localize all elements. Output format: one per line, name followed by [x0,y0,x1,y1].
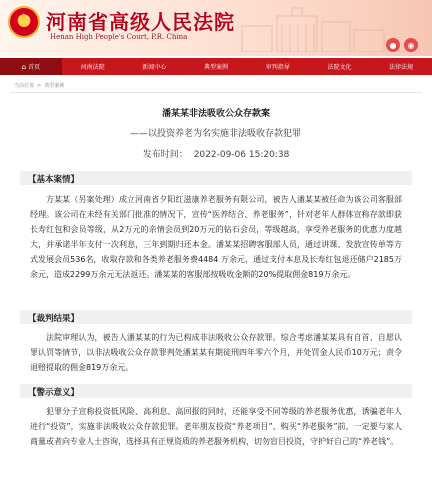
section-heading-basic-facts: 【基本案情】 [28,175,80,185]
court-building-skyline [232,6,392,52]
article-title: 潘某某非法吸收公众存款案 [161,109,270,119]
nav-item-typical-cases[interactable]: 典型案例 [204,64,229,71]
nav-item-home[interactable]: ⌂ 首页 [0,58,62,75]
divider [10,92,422,93]
section-body-basic-facts: 方某某（另案处理）成立河南省夕阳红滋康养老服务有限公司，被告人潘某某被任命为该公司客服部经理。该公司在未经有关部门批准的情况下，宣传“医养结合、养老服务”，针对老年人群体宣称存款即获长寿红包和会员等级，从2万元的亲情会员到20万元的钻石会员，等级越高，享受养老服务的优惠力度越大，并承诺半年支付一次利息，三年到期归还本金。潘某某招聘客服部人员，通过讲课、发放宣传单等方式发展会员536名，收取存款和各类养老服务费4484 万余元，通过支付本息及长寿红包退还储户2185万余元，造成2299万余元无法返还。潘某某的客服部按吸收金额的20%提取佣金819万余元。 [30,195,402,279]
nav-item-henan-courts[interactable]: 河南法院 [80,64,105,71]
wechat-icon[interactable]: ● [386,38,400,52]
article-subtitle: ——以投资养老为名实施非法吸收存款犯罪 [130,129,302,139]
section-body-verdict: 法院审理认为，被告人潘某某的行为已构成非法吸收公众存款罪。综合考虑潘某某具有自首、自愿认罪认罚等情节，以非法吸收公众存款罪判处潘某某有期徒刑四年零六个月，并处罚金人民币10万元；责令退赔提取的佣金819万余元。 [30,333,402,372]
site-title[interactable]: 河南省高级人民法院 [46,10,235,34]
nav-item-court-culture[interactable]: 法院文化 [327,64,352,71]
main-nav [0,58,432,75]
weibo-icon[interactable]: ◉ [404,38,418,52]
home-icon: ⌂ [21,62,27,71]
breadcrumb-current-location: 当前位置 [14,83,35,89]
publish-time [0,147,432,160]
publish-time-value: 2022-09-06 15:20:38 [193,150,290,160]
nav-item-news-center[interactable]: 新闻中心 [142,64,167,71]
nav-item-trial-guidance[interactable]: 审判指导 [265,64,290,71]
breadcrumb [14,82,64,89]
site-subtitle: Henan High People's Court, P.R. China [50,33,188,41]
section-heading-verdict: 【裁判结果】 [28,314,80,324]
breadcrumb-separator: > [37,83,42,89]
breadcrumb-typical-cases[interactable]: 典型案例 [44,83,65,89]
publish-time-label: 发布时间： [142,150,188,160]
section-body-warning: 犯罪分子宣称投资低风险、高利息、高回报的同时，还能享受不同等级的养老服务优惠，诱骗老年人进行“投资”，实施非法吸收公众存款犯罪。老年朋友投资“养老项目”、购买“养老服务”前，一定要与家人商量或者向专业人士咨询，选择具有正规资质的养老服务机构，切勿盲目投资，守护好自己的“养老钱”。 [30,407,402,446]
national-emblem-icon[interactable] [8,6,40,38]
nav-item-laws-regulations[interactable]: 法律法规 [389,64,414,71]
section-heading-warning: 【警示意义】 [28,388,80,398]
site-header [0,0,432,56]
